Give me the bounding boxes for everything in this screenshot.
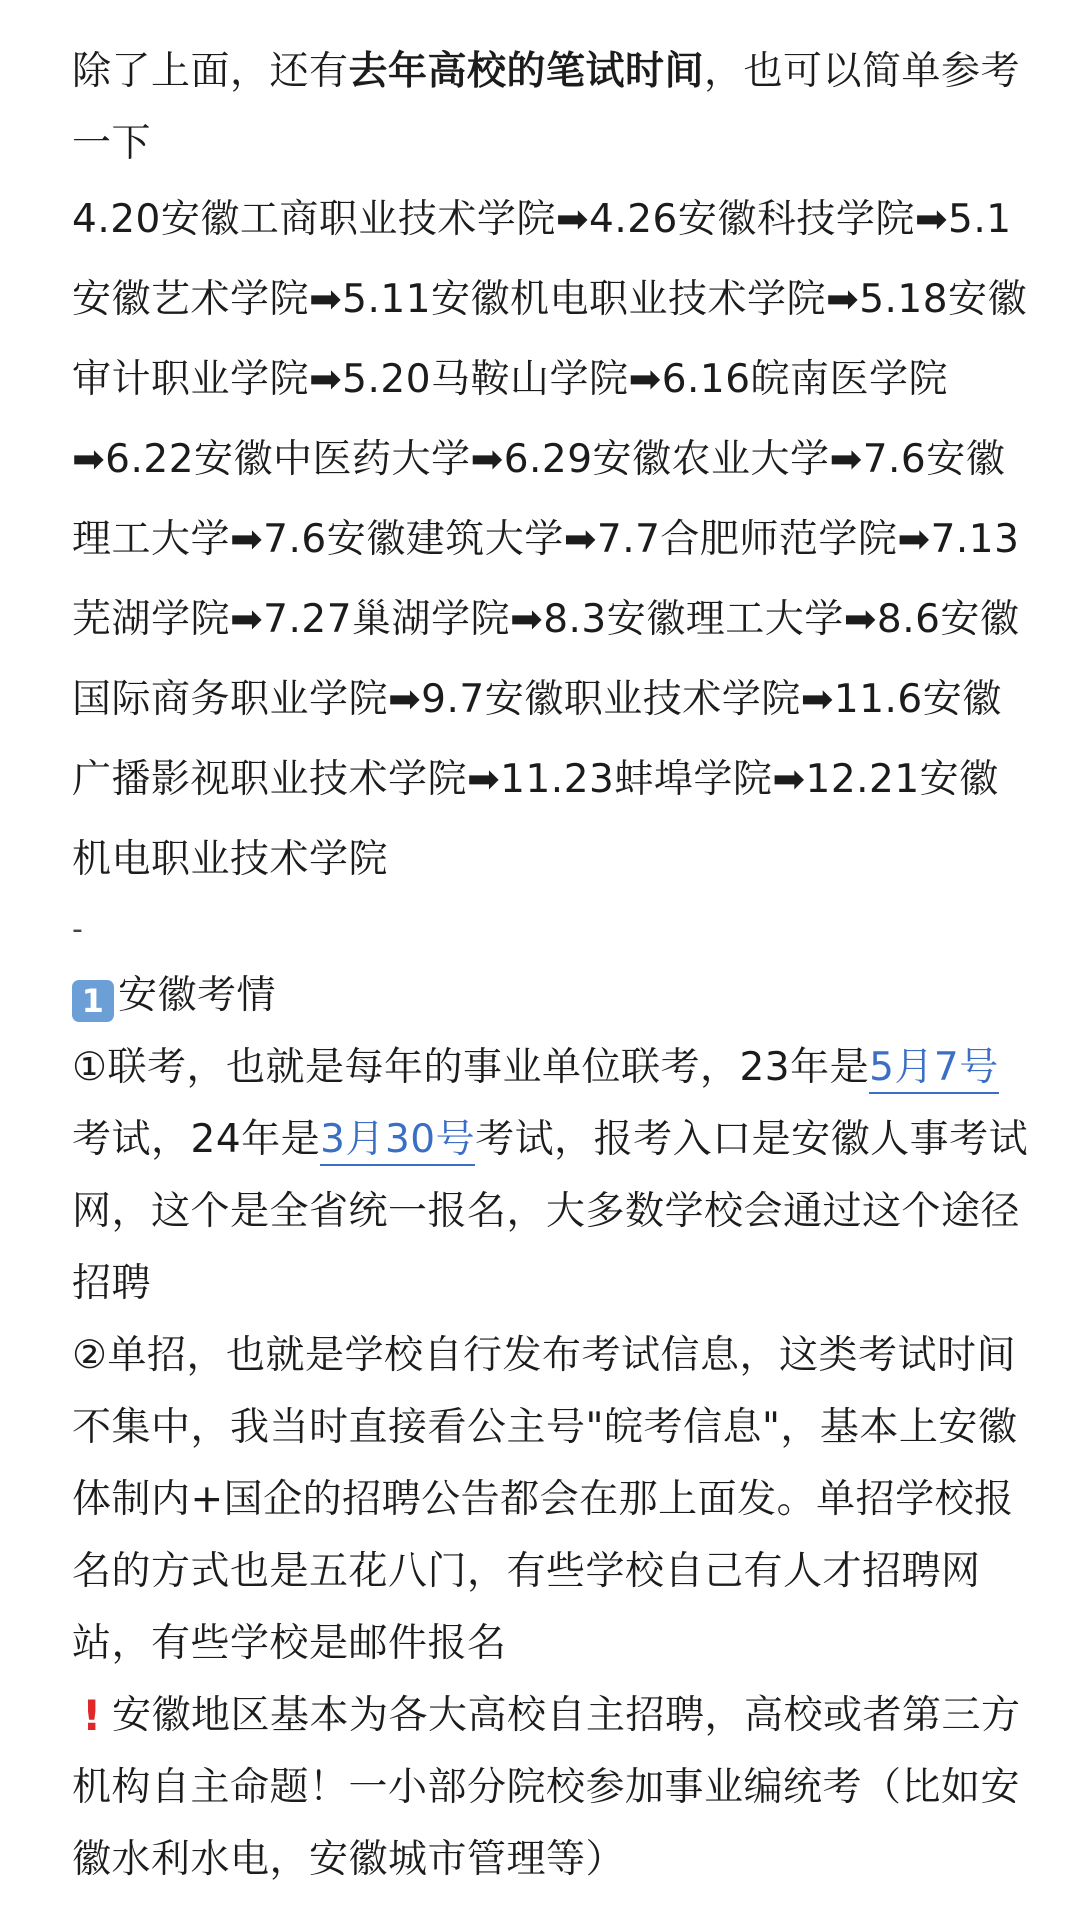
separator: - xyxy=(72,912,84,947)
exclamation-icon: ! xyxy=(82,1691,102,1740)
date-link-may-7[interactable]: 5月7号 xyxy=(869,1045,999,1094)
item1-part3: 考试，报考入口是安徽人事考试网，这个是全省统一报名，大多数学校会通过这个途径招聘 xyxy=(72,1117,1029,1306)
intro-text-before: 除了上面，还有 xyxy=(72,49,349,94)
section-title: 安徽考情 xyxy=(118,973,277,1018)
section-heading xyxy=(72,960,1032,1032)
item1-part2: 考试，24年是 xyxy=(72,1117,321,1162)
date-link-march-30[interactable]: 3月30号 xyxy=(320,1117,475,1166)
item-joint-exam xyxy=(72,1032,1032,1320)
item1-part1: ①联考，也就是每年的事业单位联考，23年是 xyxy=(72,1045,870,1090)
section-anhui-exam xyxy=(72,960,1032,1896)
intro-text-after: ，也可以简单参考一下 xyxy=(72,49,1021,166)
intro-paragraph xyxy=(72,36,1032,180)
intro-bold-text: 去年高校的笔试时间 xyxy=(348,49,705,94)
item-single-recruitment: ②单招，也就是学校自行发布考试信息，这类考试时间不集中，我当时直接看公主号"皖考信息"，基本上安徽体制内+国企的招聘公告都会在那上面发。单招学校报名的方式也是五花八门，有些学校自己有人才招聘网站，有些学校是邮件报名 xyxy=(72,1333,1018,1666)
exam-schedule-paragraph: 4.20安徽工商职业技术学院➡4.26安徽科技学院➡5.1安徽艺术学院➡5.11安徽机电职业技术学院➡5.18安徽审计职业学院➡5.20马鞍山学院➡6.16皖南医学院➡6.22安徽中医药大学➡6.29安徽农业大学➡7.6安徽理工大学➡7.6安徽建筑大学➡7.7合肥师范学院➡7.13芜湖学院➡7.27巢湖学院➡8.3安徽理工大学➡8.6安徽国际商务职业学院➡9.7安徽职业技术学院➡11.6安徽广播影视职业技术学院➡11.23蚌埠学院➡12.21安徽机电职业技术学院 xyxy=(72,197,1028,882)
article-content xyxy=(72,36,1032,1896)
warning-text: 安徽地区基本为各大高校自主招聘，高校或者第三方机构自主命题！一小部分院校参加事业编统考（比如安徽水利水电，安徽城市管理等） xyxy=(72,1693,1021,1882)
warning-note xyxy=(72,1680,1032,1896)
number-one-icon: 1 xyxy=(72,980,114,1022)
